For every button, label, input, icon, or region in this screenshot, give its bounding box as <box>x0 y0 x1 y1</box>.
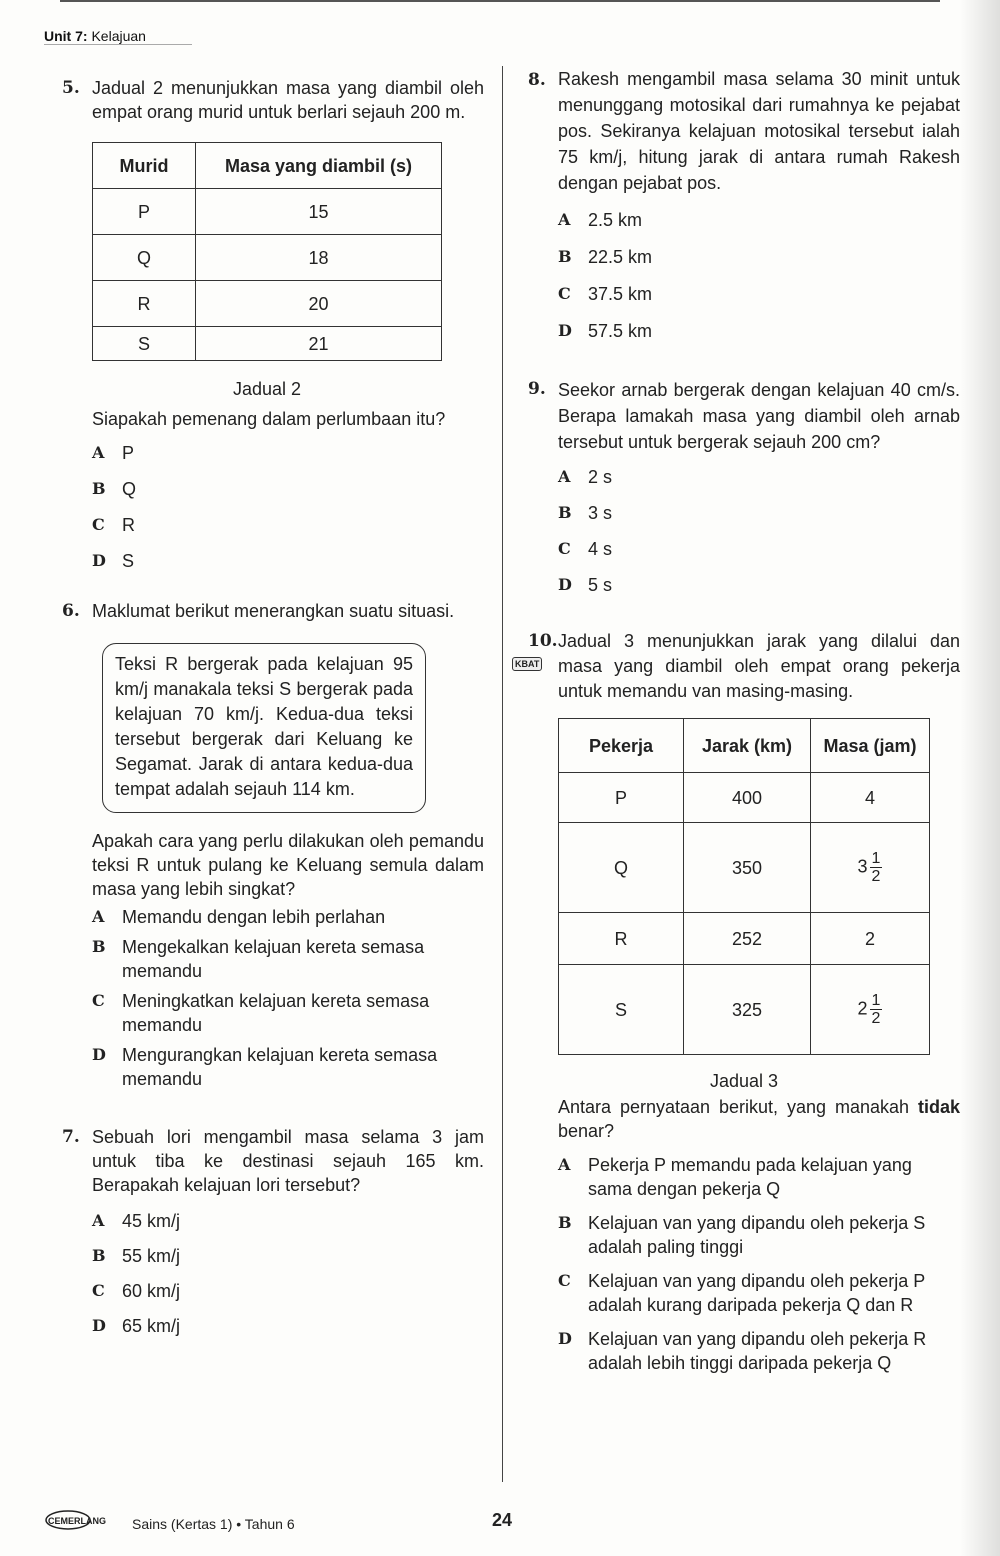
table-cell: R <box>93 281 196 327</box>
option-c[interactable]: C 4 s <box>558 539 613 559</box>
option-d[interactable]: D S <box>92 551 135 571</box>
table-cell: Q <box>93 235 196 281</box>
table-row <box>559 823 930 913</box>
table-caption: Jadual 3 <box>709 1071 779 1091</box>
question-10 <box>515 629 960 1375</box>
option-c[interactable]: C R <box>92 515 135 535</box>
situation-box: Teksi R bergerak pada kelajuan 95 km/j manakala teksi S bergerak pada kelajuan 70 km/j. Kedua-dua teksi tersebut bergerak dari Keluang ke Segamat. Jarak di antara kedua-dua tempat adalah sejauh 114 km. <box>102 643 426 813</box>
option-d[interactable]: D 5 s <box>558 575 613 595</box>
table-cell: 325 <box>684 965 811 1055</box>
left-column <box>62 76 484 1338</box>
option-a[interactable]: A 45 km/j <box>92 1211 181 1231</box>
footer-text: Sains (Kertas 1) • Tahun 6 <box>132 1516 295 1532</box>
table-cell: P <box>559 773 684 823</box>
question-prompt: Antara pernyataan berikut, yang manakah tidak benar? <box>558 1097 960 1141</box>
option-c[interactable]: C Kelajuan van yang dipandu oleh pekerja P adalah kurang daripada pekerja Q dan R <box>558 1271 925 1315</box>
right-column <box>515 60 960 1375</box>
page-edge-shadow <box>960 0 1000 1556</box>
question-text: Jadual 3 menunjukkan jarak yang dilalui dan masa yang diambil oleh empat orang pekerja untuk memandu van masing-masing. <box>558 631 960 701</box>
question-number: 10. <box>528 631 558 651</box>
unit-heading: Unit 7: Kelajuan <box>44 28 146 44</box>
question-text: Seekor arnab bergerak dengan kelajuan 40 cm/s. Berapa lamakah masa yang diambil oleh arnab tersebut untuk bergerak sejauh 200 cm? <box>558 380 960 452</box>
table-row <box>93 235 442 281</box>
question-number: 7. <box>62 1127 80 1147</box>
option-b[interactable]: B 55 km/j <box>92 1246 181 1266</box>
table-jadual-2 <box>92 142 442 361</box>
table-cell: P <box>93 189 196 235</box>
page-number: 24 <box>492 1510 513 1530</box>
question-6 <box>62 599 484 1091</box>
table-header: Jarak (km) <box>684 719 811 773</box>
question-text: Maklumat berikut menerangkan suatu situasi. <box>92 601 455 621</box>
table-cell: 4 <box>811 773 930 823</box>
table-header: Pekerja <box>559 719 684 773</box>
svg-text:CEMERLANG: CEMERLANG <box>48 1516 106 1526</box>
question-text: Sebuah lori mengambil masa selama 3 jam untuk tiba ke destinasi sejauh 165 km. Berapakah kelajuan lori tersebut? <box>92 1127 484 1195</box>
table-row <box>559 773 930 823</box>
option-c[interactable]: C 60 km/j <box>92 1281 181 1301</box>
table-cell: Q <box>559 823 684 913</box>
table-cell: R <box>559 913 684 965</box>
table-cell: 18 <box>196 235 442 281</box>
question-number: 5. <box>62 78 80 98</box>
option-d[interactable]: D Kelajuan van yang dipandu oleh pekerja R adalah lebih tinggi daripada pekerja Q <box>558 1329 927 1373</box>
table-header: Masa (jam) <box>811 719 930 773</box>
question-text: Jadual 2 menunjukkan masa yang diambil oleh empat orang murid untuk berlari sejauh 200 m. <box>92 78 484 122</box>
table-row <box>93 189 442 235</box>
question-number: 8. <box>528 70 546 90</box>
table-row <box>559 913 930 965</box>
option-a[interactable]: A Memandu dengan lebih perlahan <box>92 907 386 927</box>
hots-badge: KBAT <box>512 657 542 671</box>
option-c[interactable]: C 37.5 km <box>558 284 653 304</box>
question-number: 9. <box>528 379 546 399</box>
table-cell: 252 <box>684 913 811 965</box>
question-text: Rakesh mengambil masa selama 30 minit untuk menunggang motosikal dari rumahnya ke pejabat pos. Sekiranya kelajuan motosikal tersebut ialah 75 km/j, hitung jarak di antara rumah Rakesh dengan pejabat pos. <box>558 69 960 193</box>
column-divider <box>502 66 503 1482</box>
question-8 <box>528 60 960 343</box>
table-cell: 21 <box>196 327 442 361</box>
table-caption: Jadual 2 <box>232 379 302 399</box>
question-5 <box>62 76 484 573</box>
table-cell: 400 <box>684 773 811 823</box>
option-d[interactable]: D Mengurangkan kelajuan kereta semasa memandu <box>92 1045 438 1089</box>
table-header: Murid <box>93 143 196 189</box>
table-header: Masa yang diambil (s) <box>196 143 442 189</box>
option-d[interactable]: D 57.5 km <box>558 321 653 341</box>
table-jadual-3 <box>558 718 930 1055</box>
option-b[interactable]: B Kelajuan van yang dipandu oleh pekerja S adalah paling tinggi <box>558 1213 926 1257</box>
table-row <box>93 327 442 361</box>
option-a[interactable]: A Pekerja P memandu pada kelajuan yang sama dengan pekerja Q <box>558 1155 912 1199</box>
footer <box>44 1508 514 1536</box>
top-rule <box>60 0 940 2</box>
option-a[interactable]: A P <box>92 443 135 463</box>
option-a[interactable]: A 2.5 km <box>558 210 643 230</box>
table-cell: S <box>93 327 196 361</box>
table-row <box>93 281 442 327</box>
question-9 <box>528 377 960 597</box>
table-cell: 350 <box>684 823 811 913</box>
option-b[interactable]: B Mengekalkan kelajuan kereta semasa memandu <box>92 937 425 981</box>
option-d[interactable]: D 65 km/j <box>92 1316 181 1336</box>
table-cell: 2 <box>811 913 930 965</box>
question-number: 6. <box>62 601 80 621</box>
question-prompt: Siapakah pemenang dalam perlumbaan itu? <box>92 409 446 429</box>
question-7 <box>62 1125 484 1338</box>
table-row <box>559 965 930 1055</box>
table-cell: S <box>559 965 684 1055</box>
option-c[interactable]: C Meningkatkan kelajuan kereta semasa memandu <box>92 991 430 1035</box>
fraction: $\frac{1}{2}$ <box>871 850 881 885</box>
table-cell: 15 <box>196 189 442 235</box>
option-b[interactable]: B 22.5 km <box>558 247 653 267</box>
fraction: $\frac{1}{2}$ <box>871 992 881 1027</box>
unit-underline <box>44 44 192 45</box>
publisher-logo <box>44 1510 126 1530</box>
table-cell: 3 $\frac{1}{2}$ <box>811 823 930 913</box>
table-cell: 2 $\frac{1}{2}$ <box>811 965 930 1055</box>
question-prompt: Apakah cara yang perlu dilakukan oleh pemandu teksi R untuk pulang ke Keluang semula dalam masa yang lebih singkat? <box>92 831 484 899</box>
option-b[interactable]: B 3 s <box>558 503 613 523</box>
table-cell: 20 <box>196 281 442 327</box>
option-b[interactable]: B Q <box>92 479 137 499</box>
option-a[interactable]: A 2 s <box>558 467 613 487</box>
